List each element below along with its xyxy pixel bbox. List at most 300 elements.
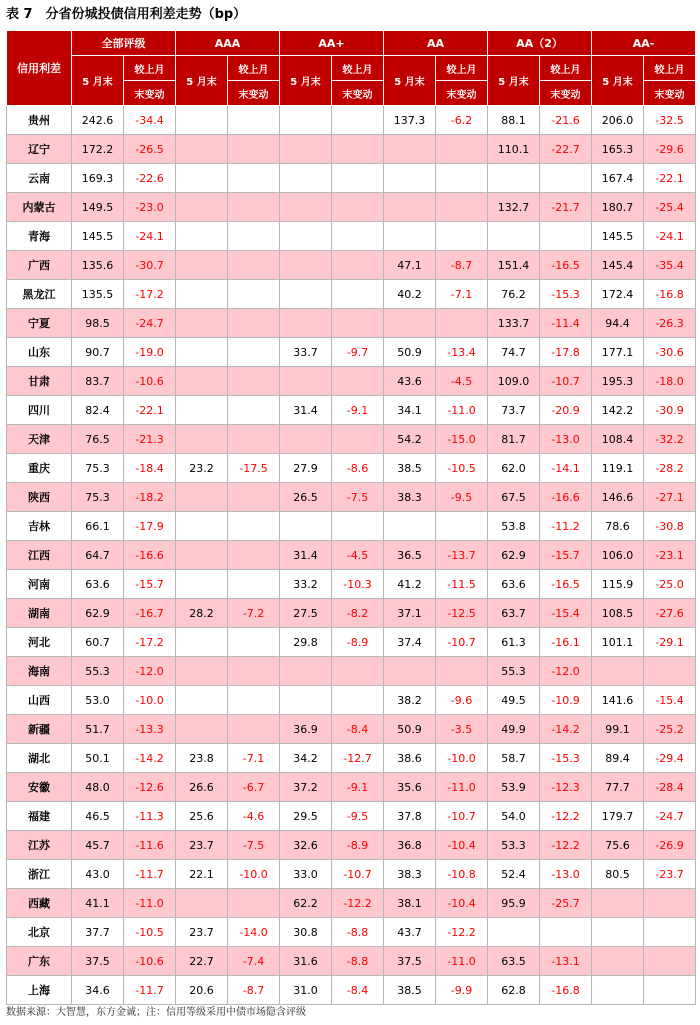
change-value-cell: -18.0 [644,367,696,396]
change-value-cell: -29.4 [644,744,696,773]
month-end-value-cell: 41.1 [72,889,124,918]
month-end-value-cell [176,338,228,367]
month-end-value-cell: 37.5 [384,947,436,976]
province-cell: 贵州 [7,106,72,135]
change-value-cell: -9.1 [332,773,384,802]
change-value-cell: -7.4 [228,947,280,976]
source-note: 数据来源：大智慧，东方金诚；注：信用等级采用中债市场隐含评级 [6,1007,306,1018]
table-row [7,744,696,773]
table-row [7,715,696,744]
change-value-cell [332,106,384,135]
month-end-value-cell: 47.1 [384,251,436,280]
change-value-cell: -28.4 [644,773,696,802]
change-value-cell: -26.9 [644,831,696,860]
subheader-change-line1: 较上月 [540,56,592,81]
change-value-cell: -10.7 [436,802,488,831]
month-end-value-cell: 75.3 [72,454,124,483]
change-value-cell: -11.0 [436,773,488,802]
table-row [7,831,696,860]
subheader-change-line1: 较上月 [228,56,280,81]
change-value-cell: -16.7 [124,599,176,628]
change-value-cell: -13.0 [540,425,592,454]
month-end-value-cell: 145.4 [592,251,644,280]
table-row [7,396,696,425]
change-value-cell: -35.4 [644,251,696,280]
month-end-value-cell [280,657,332,686]
table-row [7,454,696,483]
month-end-value-cell [280,222,332,251]
change-value-cell [228,106,280,135]
change-value-cell: -19.0 [124,338,176,367]
month-end-value-cell: 23.7 [176,831,228,860]
month-end-value-cell [384,193,436,222]
change-value-cell [332,164,384,193]
change-value-cell [436,164,488,193]
subheader-change-line1: 较上月 [644,56,696,81]
subheader-change-line1: 较上月 [124,56,176,81]
change-value-cell: -23.0 [124,193,176,222]
change-value-cell: -12.2 [332,889,384,918]
month-end-value-cell: 62.8 [488,976,540,1005]
province-cell: 北京 [7,918,72,947]
change-value-cell: -25.4 [644,193,696,222]
month-end-value-cell: 60.7 [72,628,124,657]
change-value-cell: -25.7 [540,889,592,918]
province-cell: 浙江 [7,860,72,889]
month-end-value-cell: 137.3 [384,106,436,135]
month-end-value-cell [176,309,228,338]
month-end-value-cell: 89.4 [592,744,644,773]
month-end-value-cell: 27.5 [280,599,332,628]
month-end-value-cell [280,512,332,541]
table-row [7,976,696,1005]
month-end-value-cell: 58.7 [488,744,540,773]
change-value-cell: -10.4 [436,889,488,918]
change-value-cell [332,135,384,164]
change-value-cell: -11.5 [436,570,488,599]
change-value-cell: -8.8 [332,918,384,947]
month-end-value-cell: 75.6 [592,831,644,860]
month-end-value-cell: 149.5 [72,193,124,222]
month-end-value-cell [280,193,332,222]
change-value-cell [644,918,696,947]
month-end-value-cell [176,106,228,135]
change-value-cell: -8.4 [332,976,384,1005]
subheader-change-line2: 末变动 [644,81,696,106]
month-end-value-cell [176,251,228,280]
change-value-cell: -8.9 [332,831,384,860]
month-end-value-cell: 43.7 [384,918,436,947]
change-value-cell [436,222,488,251]
subheader-change-line2: 末变动 [228,81,280,106]
change-value-cell [228,483,280,512]
subheader-month-end: 5 月末 [488,56,540,106]
province-cell: 上海 [7,976,72,1005]
change-value-cell [228,686,280,715]
table-row [7,570,696,599]
province-cell: 新疆 [7,715,72,744]
month-end-value-cell: 66.1 [72,512,124,541]
change-value-cell: -16.8 [644,280,696,309]
change-value-cell [228,309,280,338]
change-value-cell [228,512,280,541]
month-end-value-cell: 179.7 [592,802,644,831]
change-value-cell: -7.1 [228,744,280,773]
change-value-cell: -17.2 [124,280,176,309]
month-end-value-cell: 108.5 [592,599,644,628]
month-end-value-cell: 28.2 [176,599,228,628]
month-end-value-cell [280,425,332,454]
change-value-cell: -15.0 [436,425,488,454]
change-value-cell: -9.5 [332,802,384,831]
month-end-value-cell: 101.1 [592,628,644,657]
month-end-value-cell [488,222,540,251]
change-value-cell: -11.4 [540,309,592,338]
change-value-cell [228,715,280,744]
table-row [7,280,696,309]
change-value-cell: -10.0 [436,744,488,773]
month-end-value-cell: 48.0 [72,773,124,802]
table-row [7,802,696,831]
month-end-value-cell: 37.1 [384,599,436,628]
change-value-cell: -32.2 [644,425,696,454]
change-value-cell: -12.0 [540,657,592,686]
table-row [7,164,696,193]
month-end-value-cell: 30.8 [280,918,332,947]
change-value-cell [228,280,280,309]
month-end-value-cell: 33.0 [280,860,332,889]
month-end-value-cell: 38.3 [384,860,436,889]
change-value-cell: -11.0 [124,889,176,918]
province-cell: 河北 [7,628,72,657]
subheader-month-end: 5 月末 [280,56,332,106]
month-end-value-cell: 32.6 [280,831,332,860]
change-value-cell: -10.6 [124,367,176,396]
month-end-value-cell: 31.0 [280,976,332,1005]
month-end-value-cell [280,280,332,309]
month-end-value-cell: 135.6 [72,251,124,280]
change-value-cell: -10.6 [124,947,176,976]
change-value-cell [332,222,384,251]
table-row [7,106,696,135]
table-row [7,193,696,222]
month-end-value-cell: 31.6 [280,947,332,976]
month-end-value-cell: 172.4 [592,280,644,309]
month-end-value-cell [176,715,228,744]
change-value-cell: -17.2 [124,628,176,657]
change-value-cell: -14.2 [124,744,176,773]
month-end-value-cell: 146.6 [592,483,644,512]
change-value-cell: -10.7 [332,860,384,889]
change-value-cell: -7.2 [228,599,280,628]
month-end-value-cell: 135.5 [72,280,124,309]
change-value-cell: -18.2 [124,483,176,512]
month-end-value-cell: 53.0 [72,686,124,715]
month-end-value-cell: 22.7 [176,947,228,976]
change-value-cell [436,512,488,541]
change-value-cell: -8.7 [436,251,488,280]
month-end-value-cell: 38.5 [384,976,436,1005]
month-end-value-cell [488,918,540,947]
month-end-value-cell: 98.5 [72,309,124,338]
month-end-value-cell [176,686,228,715]
change-value-cell: -13.1 [540,947,592,976]
table-row [7,483,696,512]
month-end-value-cell: 52.4 [488,860,540,889]
change-value-cell [644,947,696,976]
month-end-value-cell: 99.1 [592,715,644,744]
month-end-value-cell: 142.2 [592,396,644,425]
change-value-cell: -8.2 [332,599,384,628]
change-value-cell [436,309,488,338]
month-end-value-cell: 63.7 [488,599,540,628]
change-value-cell: -8.4 [332,715,384,744]
month-end-value-cell: 80.5 [592,860,644,889]
province-cell: 陕西 [7,483,72,512]
month-end-value-cell [384,135,436,164]
change-value-cell: -16.6 [540,483,592,512]
credit-spread-table [6,30,696,1005]
change-value-cell [644,657,696,686]
change-value-cell: -25.0 [644,570,696,599]
table-row [7,512,696,541]
month-end-value-cell: 76.2 [488,280,540,309]
month-end-value-cell: 37.8 [384,802,436,831]
change-value-cell: -12.0 [124,657,176,686]
group-header-aa: AA [384,31,488,56]
month-end-value-cell: 74.7 [488,338,540,367]
subheader-change-line2: 末变动 [332,81,384,106]
month-end-value-cell: 108.4 [592,425,644,454]
change-value-cell: -30.9 [644,396,696,425]
change-value-cell [540,918,592,947]
month-end-value-cell: 37.4 [384,628,436,657]
change-value-cell: -11.3 [124,802,176,831]
change-value-cell [228,193,280,222]
change-value-cell: -10.5 [124,918,176,947]
month-end-value-cell [280,106,332,135]
group-header-all: 全部评级 [72,31,176,56]
month-end-value-cell [176,889,228,918]
change-value-cell [332,251,384,280]
table-row [7,657,696,686]
change-value-cell: -22.1 [644,164,696,193]
month-end-value-cell: 83.7 [72,367,124,396]
change-value-cell [228,251,280,280]
change-value-cell: -21.3 [124,425,176,454]
month-end-value-cell: 61.3 [488,628,540,657]
change-value-cell: -22.6 [124,164,176,193]
province-cell: 海南 [7,657,72,686]
change-value-cell [228,396,280,425]
month-end-value-cell [592,889,644,918]
month-end-value-cell: 36.9 [280,715,332,744]
change-value-cell: -11.6 [124,831,176,860]
month-end-value-cell: 165.3 [592,135,644,164]
month-end-value-cell: 172.2 [72,135,124,164]
month-end-value-cell: 151.4 [488,251,540,280]
month-end-value-cell: 29.8 [280,628,332,657]
month-end-value-cell [280,367,332,396]
change-value-cell: -7.5 [332,483,384,512]
month-end-value-cell: 177.1 [592,338,644,367]
change-value-cell: -9.7 [332,338,384,367]
month-end-value-cell: 36.5 [384,541,436,570]
month-end-value-cell [176,280,228,309]
table-row [7,628,696,657]
change-value-cell [332,425,384,454]
province-cell: 广西 [7,251,72,280]
month-end-value-cell: 49.9 [488,715,540,744]
month-end-value-cell [176,135,228,164]
change-value-cell: -10.3 [332,570,384,599]
month-end-value-cell [176,512,228,541]
month-end-value-cell: 34.2 [280,744,332,773]
month-end-value-cell: 29.5 [280,802,332,831]
month-end-value-cell: 73.7 [488,396,540,425]
month-end-value-cell: 37.7 [72,918,124,947]
subheader-change-line1: 较上月 [332,56,384,81]
month-end-value-cell: 22.1 [176,860,228,889]
change-value-cell: -17.9 [124,512,176,541]
table-row [7,222,696,251]
month-end-value-cell: 63.5 [488,947,540,976]
month-end-value-cell [384,309,436,338]
month-end-value-cell [176,193,228,222]
month-end-value-cell: 36.8 [384,831,436,860]
month-end-value-cell [280,686,332,715]
month-end-value-cell [592,918,644,947]
change-value-cell: -13.4 [436,338,488,367]
change-value-cell: -11.0 [436,947,488,976]
change-value-cell: -24.1 [124,222,176,251]
month-end-value-cell: 195.3 [592,367,644,396]
table-row [7,860,696,889]
change-value-cell: -6.2 [436,106,488,135]
month-end-value-cell: 62.0 [488,454,540,483]
province-cell: 河南 [7,570,72,599]
table-header [7,31,696,106]
change-value-cell [332,657,384,686]
province-cell: 西藏 [7,889,72,918]
month-end-value-cell: 53.9 [488,773,540,802]
month-end-value-cell: 49.5 [488,686,540,715]
change-value-cell: -15.4 [644,686,696,715]
change-value-cell: -16.5 [540,570,592,599]
change-value-cell [540,164,592,193]
change-value-cell: -11.7 [124,976,176,1005]
change-value-cell: -4.5 [332,541,384,570]
month-end-value-cell: 169.3 [72,164,124,193]
month-end-value-cell: 133.7 [488,309,540,338]
change-value-cell: -10.4 [436,831,488,860]
change-value-cell: -16.6 [124,541,176,570]
change-value-cell: -11.7 [124,860,176,889]
table-row [7,599,696,628]
change-value-cell: -4.6 [228,802,280,831]
table-row [7,773,696,802]
change-value-cell [644,976,696,1005]
month-end-value-cell: 64.7 [72,541,124,570]
table-row [7,338,696,367]
month-end-value-cell: 90.7 [72,338,124,367]
month-end-value-cell: 20.6 [176,976,228,1005]
month-end-value-cell: 62.2 [280,889,332,918]
month-end-value-cell: 63.6 [488,570,540,599]
month-end-value-cell: 34.1 [384,396,436,425]
change-value-cell [332,193,384,222]
month-end-value-cell: 95.9 [488,889,540,918]
change-value-cell: -12.3 [540,773,592,802]
month-end-value-cell: 50.9 [384,338,436,367]
month-end-value-cell: 55.3 [488,657,540,686]
month-end-value-cell: 76.5 [72,425,124,454]
table-row [7,135,696,164]
province-cell: 宁夏 [7,309,72,338]
month-end-value-cell [280,135,332,164]
month-end-value-cell: 206.0 [592,106,644,135]
change-value-cell [228,367,280,396]
change-value-cell [228,570,280,599]
change-value-cell: -20.9 [540,396,592,425]
month-end-value-cell: 51.7 [72,715,124,744]
table-row [7,367,696,396]
month-end-value-cell: 77.7 [592,773,644,802]
change-value-cell: -8.8 [332,947,384,976]
group-header-aaa: AAA [176,31,280,56]
month-end-value-cell [280,309,332,338]
month-end-value-cell: 43.6 [384,367,436,396]
change-value-cell: -9.5 [436,483,488,512]
change-value-cell [436,135,488,164]
month-end-value-cell [384,657,436,686]
change-value-cell: -15.3 [540,744,592,773]
month-end-value-cell: 62.9 [72,599,124,628]
change-value-cell: -34.4 [124,106,176,135]
month-end-value-cell: 40.2 [384,280,436,309]
change-value-cell [644,889,696,918]
month-end-value-cell: 23.7 [176,918,228,947]
group-header-aa-minus: AA- [592,31,696,56]
month-end-value-cell: 53.8 [488,512,540,541]
month-end-value-cell: 82.4 [72,396,124,425]
group-header-aa2: AA（2） [488,31,592,56]
change-value-cell: -13.3 [124,715,176,744]
change-value-cell [228,338,280,367]
month-end-value-cell: 41.2 [384,570,436,599]
month-end-value-cell: 45.7 [72,831,124,860]
change-value-cell: -29.6 [644,135,696,164]
month-end-value-cell: 38.5 [384,454,436,483]
month-end-value-cell: 94.4 [592,309,644,338]
change-value-cell [228,541,280,570]
month-end-value-cell: 23.8 [176,744,228,773]
month-end-value-cell: 31.4 [280,396,332,425]
month-end-value-cell: 37.5 [72,947,124,976]
province-cell: 山东 [7,338,72,367]
change-value-cell [332,367,384,396]
month-end-value-cell: 53.3 [488,831,540,860]
change-value-cell: -15.4 [540,599,592,628]
change-value-cell: -3.5 [436,715,488,744]
month-end-value-cell: 31.4 [280,541,332,570]
month-end-value-cell [176,222,228,251]
change-value-cell: -9.1 [332,396,384,425]
change-value-cell [332,280,384,309]
province-cell: 湖北 [7,744,72,773]
change-value-cell: -12.2 [540,802,592,831]
change-value-cell: -15.3 [540,280,592,309]
